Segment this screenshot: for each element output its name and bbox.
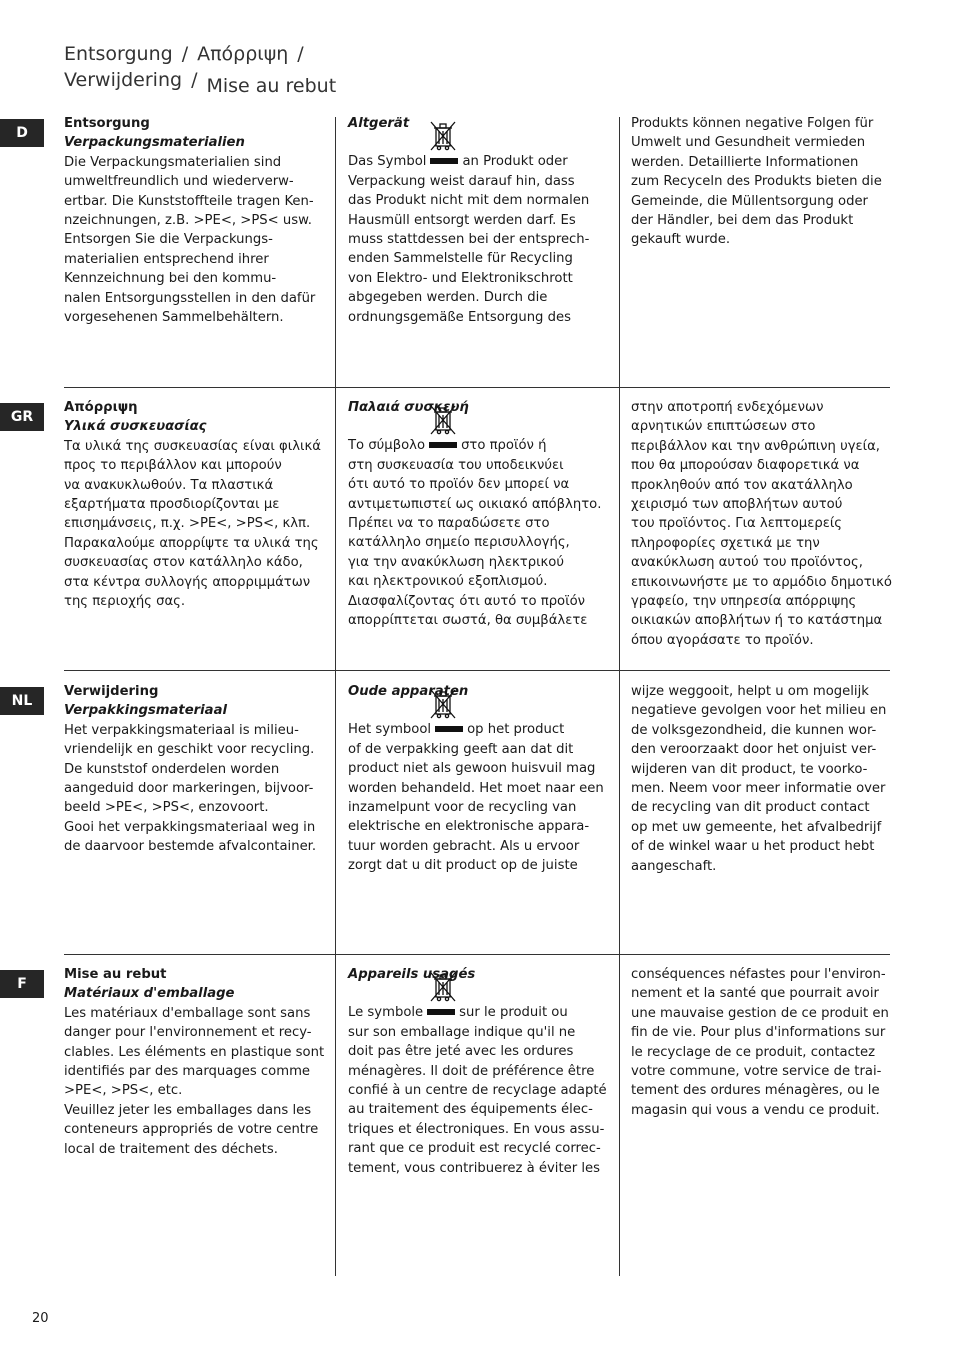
page-title-line-1 [64, 43, 313, 65]
section-heading: Entsorgung [64, 116, 150, 131]
title-nl: Verwijdering [64, 69, 183, 91]
old-appliance-column [348, 398, 610, 630]
symbol-line [348, 720, 610, 739]
section-subheading: Υλικά συσκευασίας [64, 419, 207, 435]
continued-text-column [631, 682, 893, 876]
section-heading: Παλαιά συσκευή [348, 400, 469, 415]
packaging-column [64, 965, 326, 1159]
packaging-column [64, 114, 326, 327]
section-heading: Oude apparaten [348, 684, 469, 699]
weee-bar-icon [429, 442, 457, 448]
section-subheading: Matériaux d'emballage [64, 986, 235, 1002]
section-heading: Appareils usagés [348, 967, 476, 982]
page-title-line-2 [64, 69, 337, 97]
section-body: of de verpakking geeft aan dat dit product niet als gewoon huisvuil mag worden behandeld. Het moet naar een inzamelpunt voor de recycling van elektrische en elektronische appara- tuur worden gebracht. Als u ervoor zorgt dat u dit product op de juiste [348, 741, 604, 874]
section-body: Les matériaux d'emballage sont sans danger pour l'environnement et recy- clables. Les éléments en plastique sont identifiés par des marquages comme >PE<, >PS<, etc. Veuillez jeter les emballages dans les conteneurs appropriés de votre centre local de traitement des déchets. [64, 1005, 325, 1157]
weee-bin-icon [428, 970, 458, 1004]
continued-text-column [631, 965, 893, 1120]
symbol-line-after: an Produkt oder [462, 154, 568, 170]
continued-text-column [631, 114, 893, 250]
section-body: wijze weggooit, helpt u om mogelijk negatieve gevolgen voor het milieu en de volksgezondheid, die kunnen wor- den veroorzaakt door het onjuist ver- wijderen van dit product, te voorko- men. Neem voor meer informatie over de recycling van dit product contact op met uw gemeente, het afvalbedrijf of de winkel waar u het product hebt aangeschaft. [631, 684, 887, 874]
symbol-line-before: Το σύμβολο [348, 438, 426, 454]
column-divider [335, 670, 336, 954]
column-divider [335, 117, 336, 387]
title-separator: / [297, 43, 304, 65]
weee-bar-icon [430, 158, 458, 164]
column-divider [619, 670, 620, 954]
continued-text-column [631, 398, 893, 650]
title-gr: Απόρριψη [197, 43, 289, 65]
section-body: Τα υλικά της συσκευασίας είναι φιλικά προς το περιβάλλον και μπορούν να ανακυκλωθούν. Τα πλαστικά εξαρτήματα προσδιορίζονται με επισημάνσεις, π.χ. >PE<, >PS<, κλπ. Παρακαλούμε απορρίψτε τα υλικά της συσκευασίας στον κατάλληλο κάδο, στα κέντρα συλλογής απορριμμάτων της περιοχής σας. [64, 438, 321, 610]
symbol-line-before: Das Symbol [348, 154, 427, 170]
language-tab: F [0, 970, 44, 998]
language-tab: D [0, 119, 44, 147]
section-divider [64, 954, 890, 955]
section-body: στην αποτροπή ενδεχόμενων αρνητικών επιπτώσεων στο περιβάλλον και την ανθρώπινη υγεία, που θα μπορούσαν διαφορετικά να προκληθούν από τον ακατάλληλο χειρισμό των αποβλήτων αυτού του προϊόντος. Για λεπτομερείς πληροφορίες σχετικά με την ανακύκλωση αυτού του προϊόντος, επικοινωνήστε με το αρμόδιο δημοτικό γραφείο, την υπηρεσία απόρριψης οικιακών αποβλήτων ή το κατάστημα όπου αγοράσατε το προϊόν. [631, 400, 892, 648]
symbol-line-before: Het symbool [348, 722, 432, 738]
old-appliance-column [348, 682, 610, 876]
symbol-line-before: Le symbole [348, 1005, 424, 1021]
section-body: στη συσκευασία του υποδεικνύει ότι αυτό το προϊόν δεν μπορεί να αντιμετωπιστεί ως οικιακό απόβλητο. Πρέπει να το παραδώσετε στο κατάλληλο σημείο περισυλλογής, για την ανακύκλωση ηλεκτρικού και ηλεκτρονικού εξοπλισμού. Διασφαλίζοντας ότι αυτό το προϊόν απορρίπτεται σωστά, θα συμβάλετε [348, 457, 602, 629]
title-fr: Mise au rebut [206, 75, 337, 97]
weee-bar-icon [427, 1009, 455, 1015]
section-divider [64, 670, 890, 671]
old-appliance-column [348, 114, 610, 327]
symbol-line-after: op het product [467, 722, 565, 738]
symbol-line [348, 152, 610, 171]
symbol-line [348, 1003, 610, 1022]
packaging-column [64, 682, 326, 857]
column-divider [335, 954, 336, 1276]
section-heading: Verwijdering [64, 684, 159, 699]
column-divider [619, 954, 620, 1276]
title-separator: / [191, 69, 198, 91]
title-separator: / [181, 43, 189, 65]
column-divider [335, 387, 336, 670]
section-body: sur son emballage indique qu'il ne doit pas être jeté avec les ordures ménagères. Il doit de préférence être confié à un centre de recyclage adapté au traitement des équipements élec- triques et électroniques. En vous assu- rant que ce produit est recyclé correc- tement, vous contribuerez à éviter les [348, 1024, 607, 1176]
weee-bin-icon [428, 403, 458, 437]
section-heading: Mise au rebut [64, 967, 167, 982]
weee-bin-icon [428, 119, 458, 153]
symbol-line-after: στο προϊόν ή [461, 438, 547, 454]
section-body: conséquences néfastes pour l'environ- nement et la santé que pourrait avoir une mauvaise gestion de ce produit en fin de vie. Pour plus d'informations sur le recyclage de ce produit, contactez votre commune, votre service de trai- tement des ordures ménagères, ou le magasin qui vous a vendu ce produit. [631, 967, 889, 1118]
symbol-line-after: sur le produit ou [459, 1005, 568, 1021]
column-divider [619, 387, 620, 670]
page-number: 20 [32, 1311, 49, 1326]
column-divider [619, 117, 620, 387]
section-subheading: Verpakkingsmateriaal [64, 703, 228, 719]
packaging-column [64, 398, 326, 611]
language-tab: NL [0, 687, 44, 715]
section-body: Die Verpackungsmaterialien sind umweltfreundlich und wiederverw- ertbar. Die Kunststoffteile tragen Ken- nzeichnungen, z.B. >PE<, >PS< usw. Entsorgen Sie die Verpackungs- materialien entsprechend ihrer Kennzeichnung bei den kommu- nalen Entsorgungsstellen in den dafür vorgesehenen Sammelbehältern. [64, 154, 316, 326]
weee-bin-icon [428, 687, 458, 721]
section-divider [64, 387, 890, 388]
old-appliance-column [348, 965, 610, 1178]
title-de: Entsorgung [64, 43, 173, 65]
section-body: Het verpakkingsmateriaal is milieu- vriendelijk en geschikt voor recycling. De kunststof onderdelen worden aangeduid door markeringen, bijvoor- beeld >PE<, >PS<, enzovoort. Gooi het verpakkingsmateriaal weg in de daarvoor bestemde afvalcontainer. [64, 722, 317, 855]
section-heading: Altgerät [348, 116, 410, 131]
section-body: Verpackung weist darauf hin, dass das Produkt nicht mit dem normalen Hausmüll entsorgt werden darf. Es muss stattdessen bei der entsprech- enden Sammelstelle für Recycling von Elektro- und Elektronikschrott abgegeben werden. Durch die ordnungsgemäße Entsorgung des [348, 173, 590, 325]
section-heading: Απόρριψη [64, 400, 138, 415]
symbol-line [348, 436, 610, 455]
weee-bar-icon [435, 726, 463, 732]
section-body: Produkts können negative Folgen für Umwelt und Gesundheit vermieden werden. Detaillierte Informationen zum Recyceln des Produkts bieten die Gemeinde, die Müllentsorgung oder der Händler, bei dem das Produkt gekauft wurde. [631, 116, 882, 248]
language-tab: GR [0, 403, 44, 431]
section-subheading: Verpackungsmaterialien [64, 135, 245, 151]
